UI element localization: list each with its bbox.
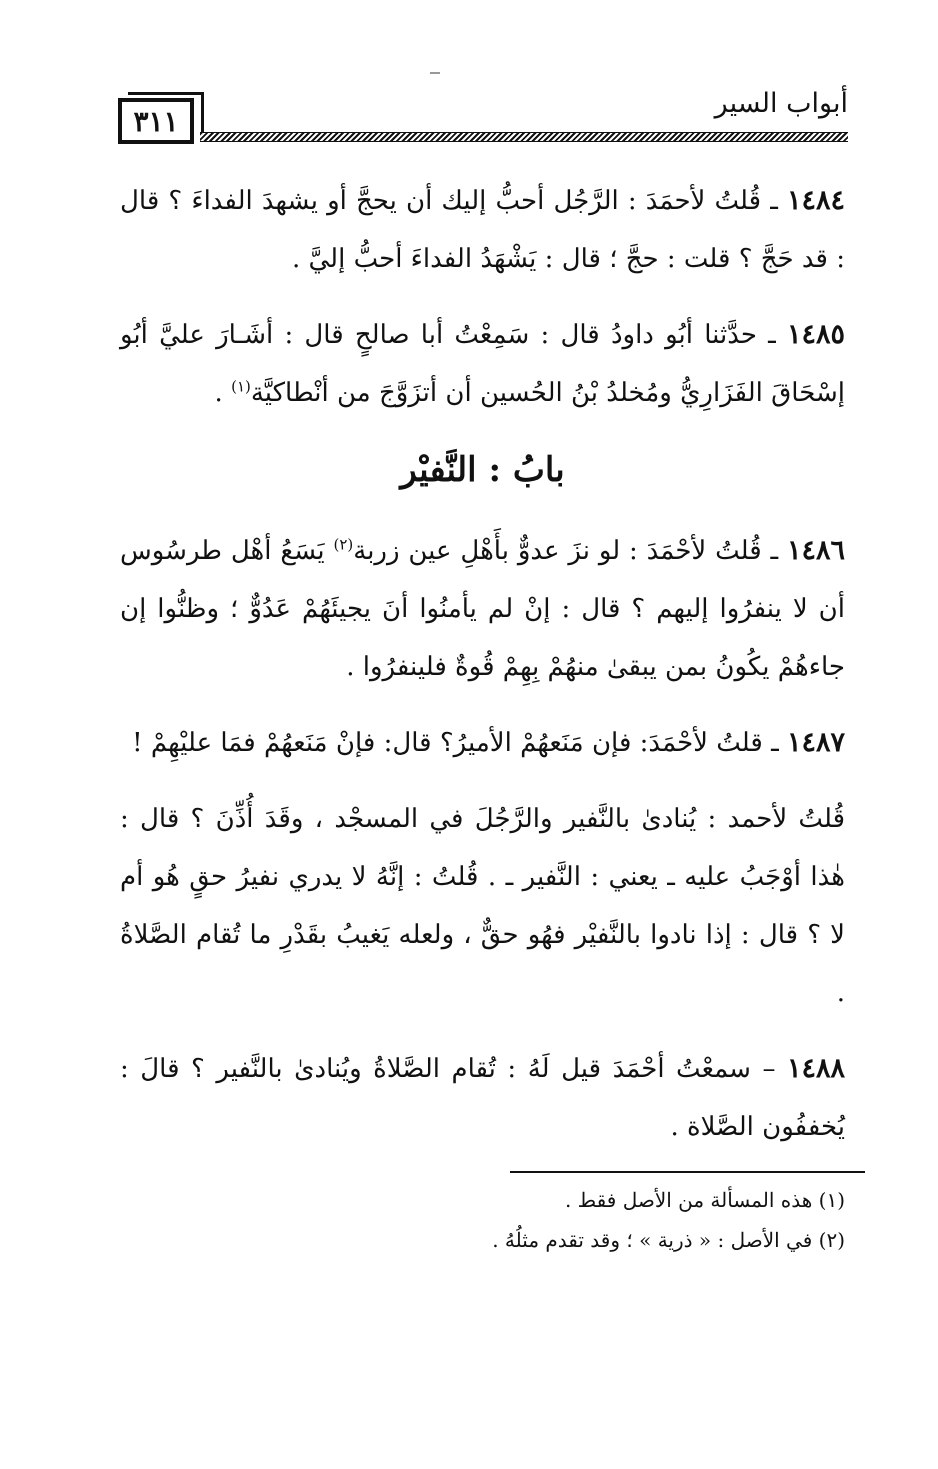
entry-number: ١٤٨٥ bbox=[786, 319, 845, 350]
paragraph-1484 bbox=[120, 172, 845, 288]
entry-number: ١٤٨٦ bbox=[787, 535, 846, 566]
running-title: أبواب السير bbox=[714, 88, 848, 119]
paragraph-1487 bbox=[120, 714, 845, 772]
entry-number: ١٤٨٧ bbox=[786, 727, 845, 758]
page-body bbox=[120, 172, 845, 1174]
footnote-1: (١) هذه المسألة من الأصل فقط . bbox=[564, 1188, 845, 1212]
entry-text-tail: . bbox=[214, 378, 232, 408]
paragraph-1485 bbox=[120, 306, 845, 422]
entry-text-cont: يَسَعُ أهْل طرسُوس أن لا ينفرُوا إليهم ؟ قال : إنْ لم يأمنُوا أنَ يجيئَهُمْ عَدُوٌّ ؛ وظنُّوا إن جاءهُمْ يكُونُ بمن يبقىٰ منهُمْ بِهِمْ قُوةٌ فلينفرُوا . bbox=[120, 536, 845, 682]
footnote-2: (٢) في الأصل : « ذرية » ؛ وقد تقدم مثلُهُ . bbox=[492, 1228, 845, 1252]
entry-number: ١٤٨٨ bbox=[787, 1053, 846, 1084]
entry-text: ـ حدَّثنا أبُو داودُ قال : سَمِعْتُ أبا صالحٍ قال : أشَـارَ عليَّ أبُو إسْحَاقَ الفَزَارِيُّ ومُخلدُ بْنُ الحُسين أن أتزَوَّجَ من أنْطاكيَّة bbox=[120, 320, 845, 408]
paragraph-note bbox=[120, 790, 845, 1022]
footnote-ref: (٢) bbox=[333, 535, 354, 554]
entry-number: ١٤٨٤ bbox=[787, 185, 846, 216]
header-rule bbox=[200, 132, 848, 142]
page-number: ٣١١ bbox=[118, 98, 194, 144]
entry-text: – سمعْتُ أحْمَدَ قيل لَهُ : تُقام الصَّلاةُ ويُنادىٰ بالنَّفير ؟ قالَ : يُخففُون الصَّلاة . bbox=[120, 1054, 845, 1142]
entry-text: ـ قُلتُ لأحمَدَ : الرَّجُل أحبُّ إليك أن يحجَّ أو يشهدَ الفداءَ ؟ قال : قد حَجَّ ؟ قلت : حجَّ ؛ قال : يَشْهَدُ الفداءَ أحبُّ إليَّ . bbox=[120, 186, 845, 274]
entry-text: ـ قلتُ لأحْمَدَ: فإن مَنَعهُمْ الأميرُ؟ قال: فإنْ مَنَعهُمْ فمَا عليْهِمْ ! bbox=[132, 728, 779, 758]
page-header bbox=[108, 88, 848, 150]
entry-text: قُلتُ لأحمد : يُنادىٰ بالنَّفير والرَّجُلَ في المسجْد ، وقَدَ أُذِّنَ ؟ قال : هٰذا أوْجَبُ عليه ـ يعني : النَّفير ـ . قُلتُ : إنَّهُ لا يدري نفيرُ حقٍ هُو أم لا ؟ قال : إذا نادوا بالنَّفيْر فهُو حقٌّ ، ولعله يَغيبُ بقَدْرِ ما تُقام الصَّلاةُ . bbox=[120, 804, 845, 1008]
section-title: بابُ : النَّفيْر bbox=[400, 450, 565, 490]
print-mark bbox=[430, 72, 440, 74]
footnote-divider bbox=[510, 1171, 865, 1173]
entry-text: ـ قُلتُ لأحْمَدَ : لو نزَ عدوٌّ بأَهْلِ عين زربة bbox=[353, 536, 779, 566]
footnote-ref: (١) bbox=[231, 377, 251, 396]
paragraph-1488 bbox=[120, 1040, 845, 1156]
footnotes bbox=[300, 1180, 845, 1260]
paragraph-1486 bbox=[120, 522, 845, 696]
